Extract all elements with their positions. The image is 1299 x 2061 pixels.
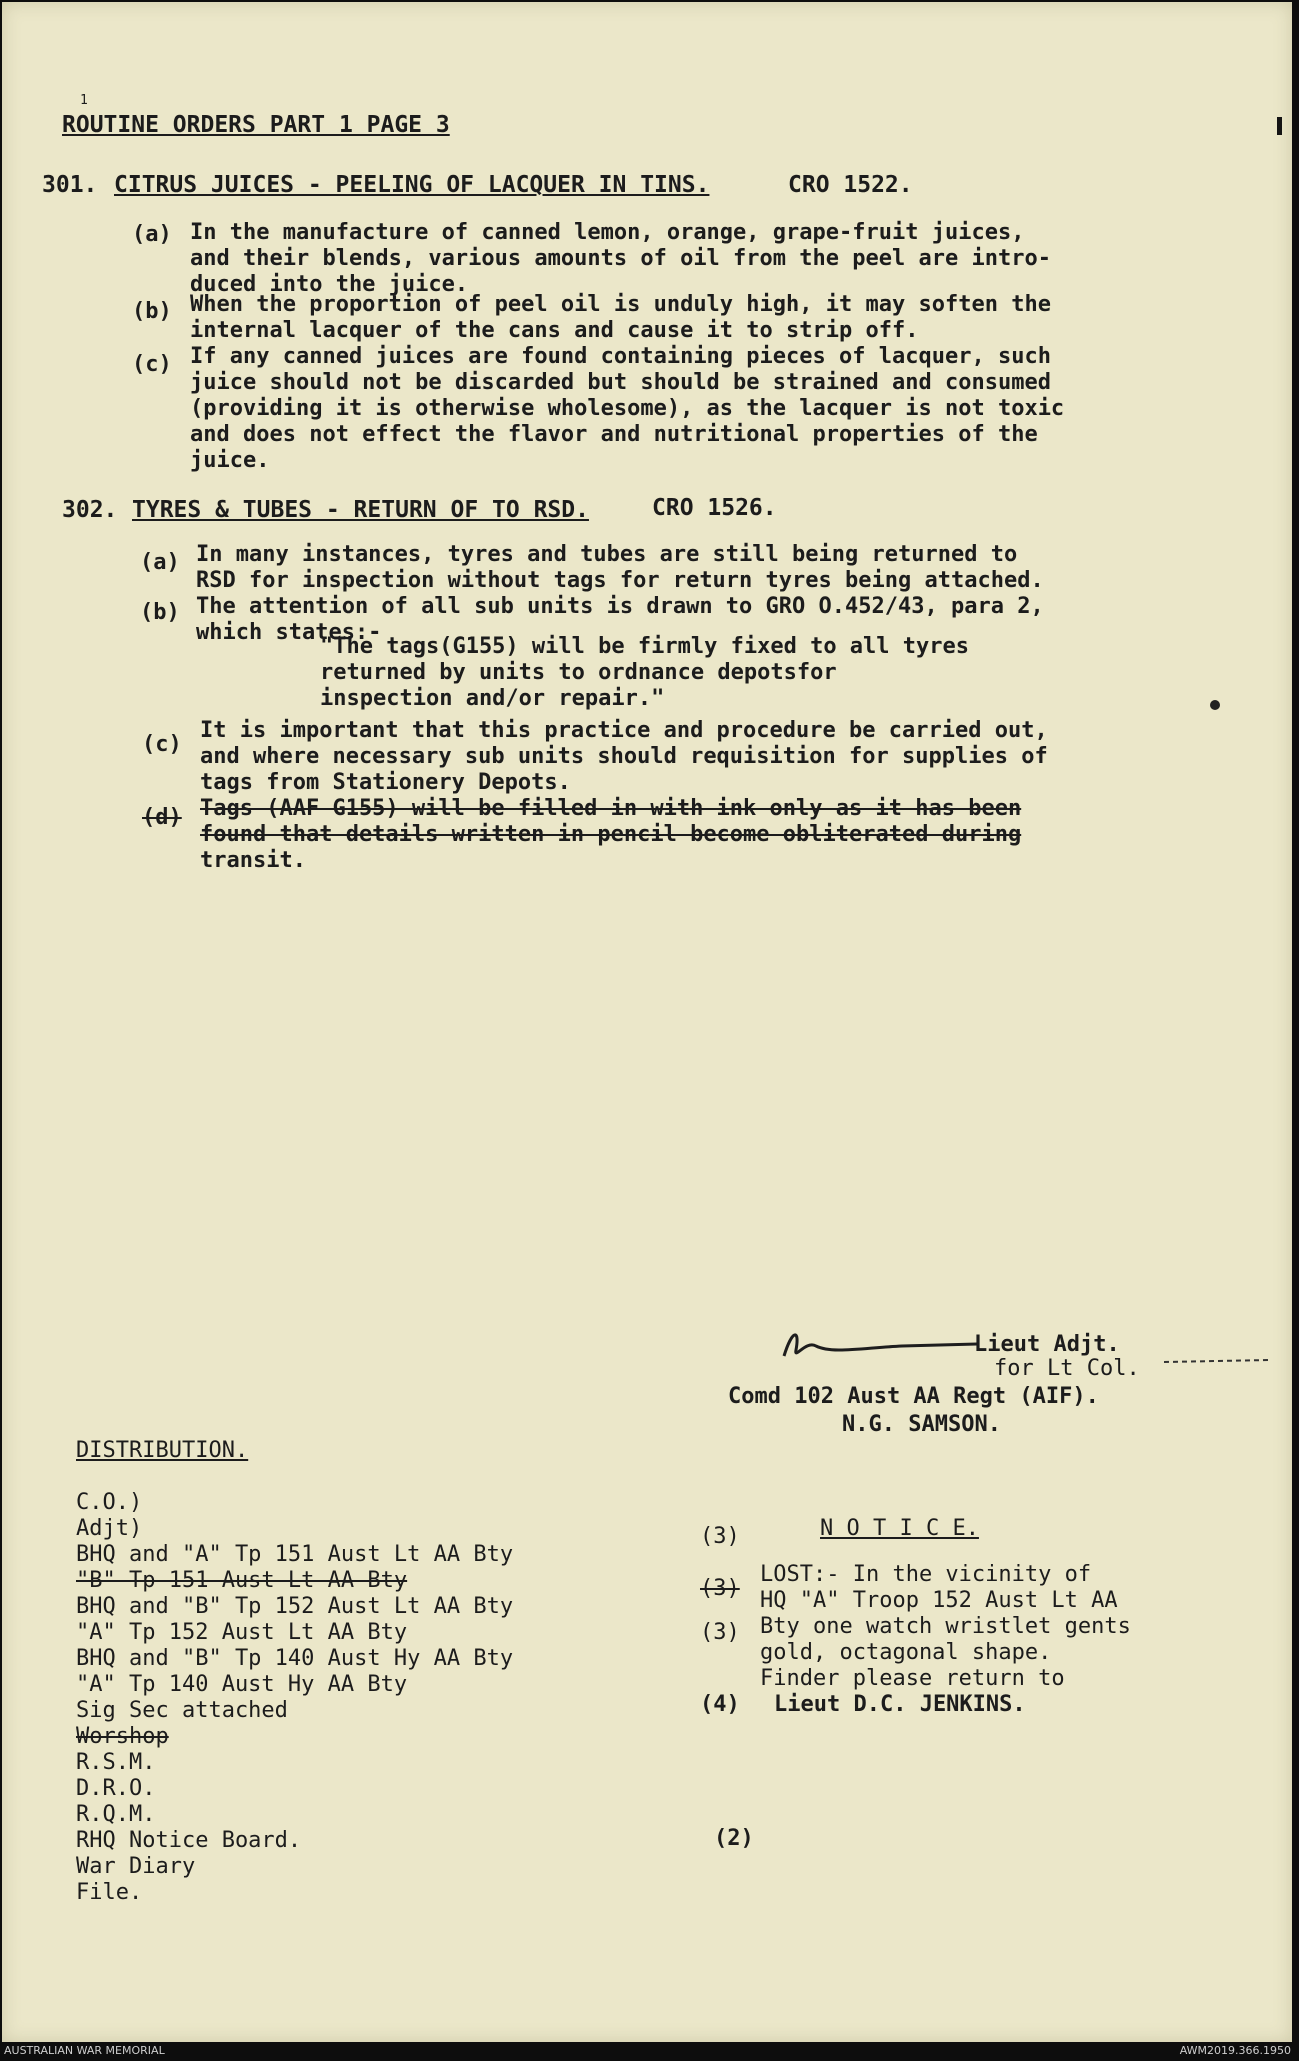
footer-left: AUSTRALIAN WAR MEMORIAL bbox=[4, 2044, 165, 2057]
item-301-para-a-line-2: and their blends, various amounts of oil from the peel are intro- bbox=[190, 246, 1051, 271]
distribution-title: DISTRIBUTION. bbox=[76, 1438, 249, 1463]
item-302-para-d-line-3: transit. bbox=[200, 848, 306, 873]
item-302-number: 302. bbox=[62, 497, 118, 523]
notice-page-count: (2) bbox=[714, 1826, 754, 1851]
item-301-para-c-line-1: If any canned juices are found containing pieces of lacquer, such bbox=[190, 344, 1051, 369]
item-302-ref: CRO 1526. bbox=[652, 495, 777, 521]
notice-line-2: HQ "A" Troop 152 Aust Lt AA bbox=[760, 1588, 1118, 1613]
signature-line-1: Lieut Adjt. bbox=[974, 1332, 1120, 1357]
distribution-item: War Diary bbox=[76, 1854, 196, 1879]
signature-line-2: for Lt Col. bbox=[994, 1356, 1140, 1381]
notice-count: (4) bbox=[700, 1692, 740, 1717]
item-301-para-c-line-5: juice. bbox=[190, 448, 270, 473]
dashed-stroke bbox=[1162, 1356, 1272, 1368]
distribution-item: "B" Tp 151 Aust Lt AA Bty bbox=[76, 1568, 408, 1593]
notice-line-4: gold, octagonal shape. bbox=[760, 1640, 1052, 1665]
item-301-para-c-line-4: and does not effect the flavor and nutritional properties of the bbox=[190, 422, 1038, 447]
ink-blot bbox=[1208, 698, 1222, 712]
item-301-para-c-line-2: juice should not be discarded but should be strained and consumed bbox=[190, 370, 1051, 395]
item-301-para-b-line-2: internal lacquer of the cans and cause it to strip off. bbox=[190, 318, 919, 343]
distribution-item: BHQ and "B" Tp 152 Aust Lt AA Bty bbox=[76, 1594, 514, 1619]
signature-line-4: N.G. SAMSON. bbox=[842, 1412, 1001, 1437]
notice-line-3: Bty one watch wristlet gents bbox=[760, 1614, 1131, 1639]
distribution-item: Sig Sec attached bbox=[76, 1698, 288, 1723]
item-302-para-d-label: (d) bbox=[142, 805, 182, 830]
item-302-para-a-line-1: In many instances, tyres and tubes are still being returned to bbox=[196, 542, 1018, 567]
item-301-para-b-line-1: When the proportion of peel oil is unduly high, it may soften the bbox=[190, 292, 1051, 317]
footer-right: AWM2019.366.1950 bbox=[1179, 2044, 1291, 2057]
item-302-heading: TYRES & TUBES - RETURN OF TO RSD. bbox=[132, 497, 589, 523]
notice-line-5: Finder please return to bbox=[760, 1666, 1065, 1691]
item-302-para-b-line-2: which states:- bbox=[196, 620, 382, 645]
distribution-item: BHQ and "B" Tp 140 Aust Hy AA Bty bbox=[76, 1646, 514, 1671]
notice-line-6: Lieut D.C. JENKINS. bbox=[774, 1692, 1026, 1717]
document-page bbox=[2, 2, 1292, 2042]
distribution-item: D.R.O. bbox=[76, 1776, 156, 1801]
distribution-item: File. bbox=[76, 1880, 143, 1905]
distribution-item: C.O.) bbox=[76, 1490, 143, 1515]
notice-count: (3) bbox=[700, 1524, 740, 1549]
item-301-para-b-label: (b) bbox=[132, 299, 172, 324]
item-302-para-d-line-2: found that details written in pencil become obliterated during bbox=[200, 822, 1022, 847]
item-302-quote-line-3: inspection and/or repair." bbox=[320, 686, 665, 711]
item-302-para-b-label: (b) bbox=[140, 600, 180, 625]
notice-count: (3) bbox=[700, 1576, 740, 1601]
page-title: ROUTINE ORDERS PART 1 PAGE 3 bbox=[62, 112, 450, 138]
item-302-quote-line-2: returned by units to ordnance depotsfor bbox=[320, 660, 837, 685]
item-301-para-a-label: (a) bbox=[132, 222, 172, 247]
item-302-para-a-line-2: RSD for inspection without tags for return tyres being attached. bbox=[196, 568, 1044, 593]
signature-scrawl bbox=[772, 1320, 992, 1370]
item-302-para-d-line-1: Tags (AAF G155) will be filled in with ink only as it has been bbox=[200, 796, 1022, 821]
item-301-number: 301. bbox=[42, 172, 98, 198]
item-302-para-b-line-1: The attention of all sub units is drawn to GRO O.452/43, para 2, bbox=[196, 594, 1044, 619]
distribution-item: "A" Tp 140 Aust Hy AA Bty bbox=[76, 1672, 408, 1697]
item-301-para-a-line-1: In the manufacture of canned lemon, orange, grape-fruit juices, bbox=[190, 220, 1025, 245]
distribution-item: Adjt) bbox=[76, 1516, 143, 1541]
item-302-para-c-label: (c) bbox=[142, 732, 182, 757]
item-302-para-a-label: (a) bbox=[140, 550, 180, 575]
item-302-para-c-line-3: tags from Stationery Depots. bbox=[200, 770, 571, 795]
distribution-item: BHQ and "A" Tp 151 Aust Lt AA Bty bbox=[76, 1542, 514, 1567]
distribution-item: "A" Tp 152 Aust Lt AA Bty bbox=[76, 1620, 408, 1645]
notice-count: (3) bbox=[700, 1620, 740, 1645]
signature-line-3: Comd 102 Aust AA Regt (AIF). bbox=[728, 1384, 1099, 1409]
punch-hole-mark bbox=[1277, 117, 1282, 135]
item-302-para-c-line-2: and where necessary sub units should requisition for supplies of bbox=[200, 744, 1048, 769]
item-302-para-c-line-1: It is important that this practice and procedure be carried out, bbox=[200, 718, 1048, 743]
item-301-ref: CRO 1522. bbox=[788, 172, 913, 198]
notice-title: N O T I C E. bbox=[820, 1516, 979, 1541]
distribution-item: R.Q.M. bbox=[76, 1802, 156, 1827]
distribution-item: RHQ Notice Board. bbox=[76, 1828, 302, 1853]
item-301-para-c-line-3: (providing it is otherwise wholesome), as the lacquer is not toxic bbox=[190, 396, 1065, 421]
item-301-para-c-label: (c) bbox=[132, 352, 172, 377]
distribution-item: R.S.M. bbox=[76, 1750, 156, 1775]
item-301-para-a-line-3: duced into the juice. bbox=[190, 272, 469, 297]
item-301-heading: CITRUS JUICES - PEELING OF LACQUER IN TINS. bbox=[114, 172, 710, 198]
page-mark: 1 bbox=[80, 93, 88, 108]
distribution-item: Worshop bbox=[76, 1724, 169, 1749]
notice-line-1: LOST:- In the vicinity of bbox=[760, 1562, 1092, 1587]
item-302-quote-line-1: "The tags(G155) will be firmly fixed to all tyres bbox=[320, 634, 970, 659]
